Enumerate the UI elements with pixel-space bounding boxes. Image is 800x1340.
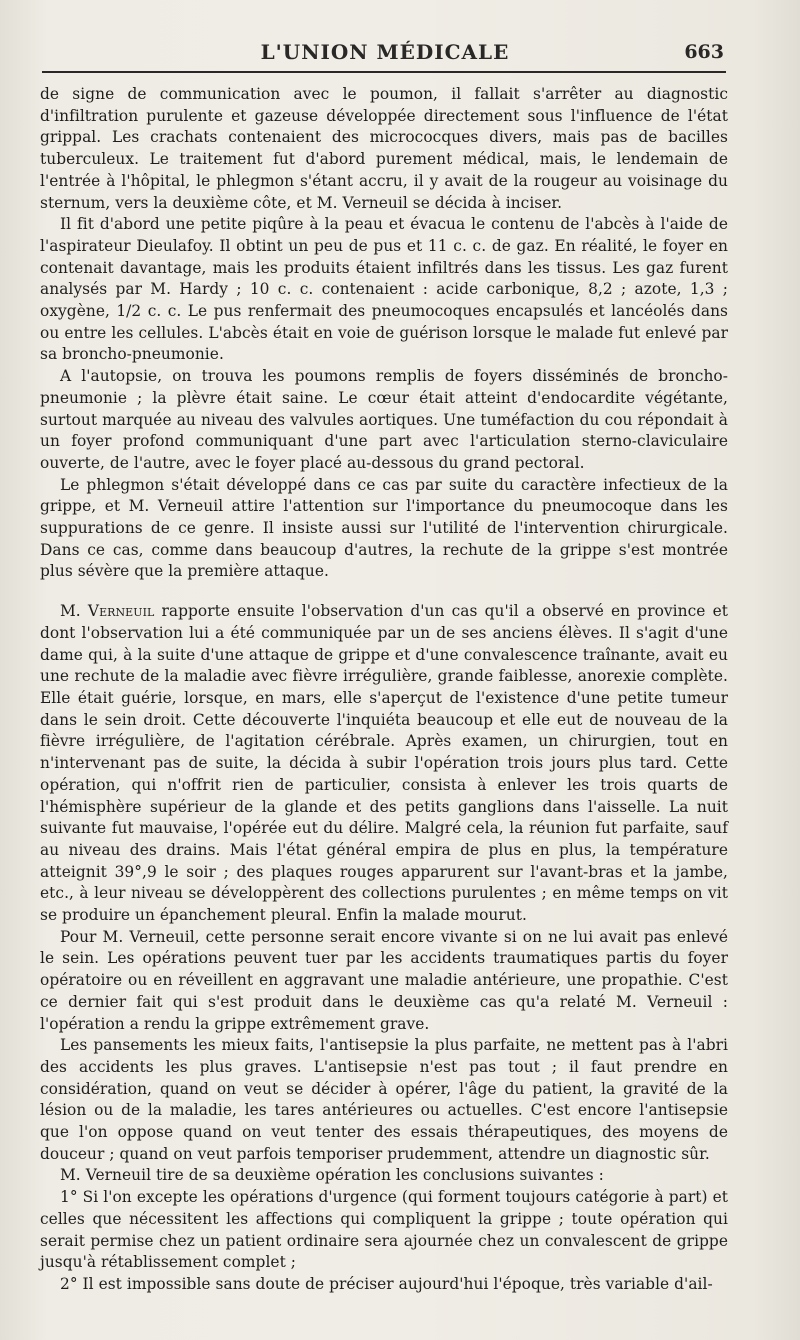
header-rule xyxy=(42,71,726,73)
running-title: L'UNION MÉDICALE xyxy=(260,40,510,64)
speaker-name: Verneuil xyxy=(87,602,155,621)
paragraph-5-text: rapporte ensuite l'observation d'un cas qu'il a observé en province et dont l'observation lui a été communiquée par un de ses anciens élèves. Il s'agit d'une dame qui, à la suite d'une attaque de grippe et d'une convalescence traînante, avait eu une rechute de la maladie avec fièvre irrégulière, grande faiblesse, anorexie complète. Elle était guérie, lorsque, en mars, elle s'aperçut de l'existence d'une petite tumeur dans le sein droit. Cette découverte l'inquiéta beaucoup et elle eut de nouveau de la fièvre irrégulière, de l'agitation cérébrale. Après examen, un chirurgien, tout en n'intervenant pas de suite, la décida à subir l'opération trois jours plus tard. Cette opération, qui n'offrit rien de particulier, consista à enlever les trois quarts de l'hémisphère supérieur de la glande et des petits ganglions dans l'aisselle. La nuit suivante fut mauvaise, l'opérée eut du délire. Malgré cela, la réunion fut parfaite, sauf au niveau des drains. Mais l'état général empira de plus en plus, la température atteignit 39°,9 le soir ; des plaques rouges apparurent sur l'avant-bras et la jambe, etc., à leur niveau se développèrent des collections purulentes ; en même temps on vit se produire un épanchement pleural. Enfin la malade mourut. xyxy=(40,602,728,925)
page-number: 663 xyxy=(684,41,724,63)
paragraph-7: Les pansements les mieux faits, l'antisepsie la plus parfaite, ne mettent pas à l'abri des accidents les plus graves. L'antisepsie n'est pas tout ; il faut prendre en considération, quand on veut se décider à opérer, l'âge du patient, la gravité de la lésion ou de la maladie, les tares antérieures ou actuelles. C'est encore l'antisepsie que l'on oppose quand on veut tenter des essais thérapeutiques, des moyens de douceur ; quand on veut parfois temporiser prudemment, attendre un diagnostic sûr. xyxy=(40,1036,728,1163)
paragraph-4: Le phlegmon s'était développé dans ce cas par suite du caractère infectieux de la grippe, et M. Verneuil attire l'attention sur l'importance du pneumocoque dans les suppurations de ce genre. Il insiste aussi sur l'utilité de l'intervention chirurgicale. Dans ce cas, comme dans beaucoup d'autres, la rechute de la grippe s'est montrée plus sévère que la première attaque. xyxy=(40,475,728,581)
paragraph-5 xyxy=(40,601,728,927)
page-header xyxy=(40,36,730,70)
paragraph-1: de signe de communication avec le poumon, il fallait s'arrêter au diagnostic d'infiltration purulente et gazeuse développée directement sous l'influence de l'état grippal. Les crachats contenaient des micrococques divers, mais pas de bacilles tuberculeux. Le traitement fut d'abord purement médical, mais, le lendemain de l'entrée à l'hôpital, le phlegmon s'étant accru, il y avait de la rougeur au voisinage du sternum, vers la deuxième côte, et M. Verneuil se décida à inciser. xyxy=(40,85,728,212)
paragraph-10: 2° Il est impossible sans doute de préciser aujourd'hui l'époque, très variable d'ail- xyxy=(60,1274,713,1293)
paragraph-6: Pour M. Verneuil, cette personne serait encore vivante si on ne lui avait pas enlevé le sein. Les opérations peuvent tuer par les accidents traumatiques partis du foyer opératoire ou en réveillent en aggravant une maladie antérieure, une propathie. C'est ce dernier fait qui s'est produit dans le deuxième cas qu'a relaté M. Verneuil : l'opération a rendu la grippe extrêmement grave. xyxy=(40,927,728,1033)
paragraph-9: 1° Si l'on excepte les opérations d'urgence (qui forment toujours catégorie à part) et celles que nécessitent les affections qui compliquent la grippe ; toute opération qui serait permise chez un patient ordinaire sera ajournée chez un convalescent de grippe jusqu'à rétablissement complet ; xyxy=(40,1188,728,1272)
paragraph-3: A l'autopsie, on trouva les poumons remplis de foyers disséminés de broncho-pneumonie ; la plèvre était saine. Le cœur était atteint d'endocardite végétante, surtout marquée au niveau des valvules aortiques. Une tuméfaction du cou répondait à un foyer profond communiquant d'une part avec l'articulation sterno-claviculaire ouverte, de l'autre, avec le foyer placé au-dessous du grand pectoral. xyxy=(40,367,728,472)
paragraph-2: Il fit d'abord une petite piqûre à la peau et évacua le contenu de l'abcès à l'aide de l'aspirateur Dieulafoy. Il obtint un peu de pus et 11 c. c. de gaz. En réalité, le foyer en contenait davantage, mais les produits étaient infiltrés dans les tissus. Les gaz furent analysés par M. Hardy ; 10 c. c. contenaient : acide carbonique, 8,2 ; azote, 1,3 ; oxygène, 1/2 c. c. Le pus renfermait des pneumocoques encapsulés et lancéolés dans ou entre les cellules. L'abcès était en voie de guérison lorsque le malade fut enlevé par sa broncho-pneumonie. xyxy=(40,215,728,364)
speaker-prefix: M. xyxy=(60,602,81,621)
paragraph-8: M. Verneuil tire de sa deuxième opération les conclusions suivantes : xyxy=(60,1166,604,1185)
article-body xyxy=(40,84,728,1296)
